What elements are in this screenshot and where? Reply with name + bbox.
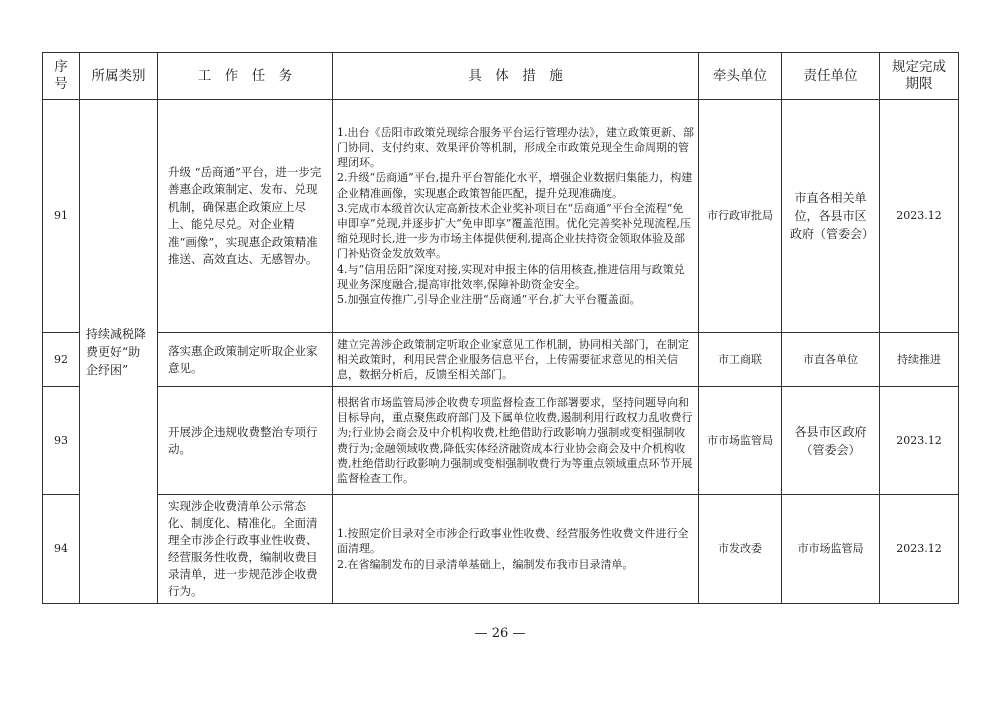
row-task: 升级 “岳商通”平台，进一步完善惠企政策制定、发布、兑现机制，确保惠企政策应上尽上、能兑尽兑。对企业精准“画像”，实现惠企政策精准推送、高效直达、无感智办。	[158, 100, 333, 333]
row-measures	[333, 387, 699, 495]
measure-item: 1.按照定价目录对全市涉企行政事业性收费、经营服务性收费文件进行全面清理。	[337, 527, 689, 556]
row-responsible-unit: 市市场监管局	[782, 495, 880, 604]
measure-item: 5.加强宣传推广,引导企业注册“岳商通”平台,扩大平台覆盖面。	[337, 293, 641, 307]
row-seq: 93	[43, 387, 80, 495]
row-responsible-unit: 各县市区政府（管委会）	[782, 387, 880, 495]
header-category: 所属类别	[80, 53, 158, 100]
header-measures: 具 体 措 施	[333, 53, 699, 100]
row-measures	[333, 333, 699, 387]
header-seq: 序号	[43, 53, 80, 100]
measure-item: 3.完成市本级首次认定高新技术企业奖补项目在“岳商通”平台全流程“免申即享”兑现,并逐步扩大“免申即享”覆盖范围。优化完善奖补兑现流程,压缩兑现时长,进一步为市场主体提供便利,提高企业扶持资金领取体验及部门补贴资金发放效率。	[337, 201, 691, 261]
measure-item: 建立完善涉企政策制定听取企业家意见工作机制，协同相关部门，在制定相关政策时，利用民营企业服务信息平台，上传需要征求意见的相关信息，数据分析后，反馈至相关部门。	[337, 337, 689, 382]
page-number: — 26 —	[474, 626, 526, 641]
row-deadline: 持续推进	[880, 333, 959, 387]
category-label: 持续减税降费更好“助企纾困”	[86, 326, 147, 377]
row-seq: 94	[43, 495, 80, 604]
table-row	[43, 333, 959, 387]
row-seq: 91	[43, 100, 80, 333]
row-measures	[333, 100, 699, 333]
table-row	[43, 495, 959, 604]
category-cell	[80, 100, 158, 604]
measure-item: 2.升级“岳商通”平台,提升平台智能化水平，增强企业数据归集能力，构建企业精准画像，实现惠企政策智能匹配，提升兑现准确度。	[337, 171, 693, 200]
row-deadline: 2023.12	[880, 387, 959, 495]
row-lead-unit: 市市场监管局	[699, 387, 782, 495]
row-task: 实现涉企收费清单公示常态化、制度化、精准化。全面清理全市涉企行政事业性收费、经营服务性收费，编制收费目录清单，进一步规范涉企收费行为。	[158, 495, 333, 604]
table-row	[43, 387, 959, 495]
row-responsible-unit: 市直各相关单位，各县市区政府（管委会）	[782, 100, 880, 333]
row-deadline: 2023.12	[880, 100, 959, 333]
header-task: 工 作 任 务	[158, 53, 333, 100]
header-row	[43, 53, 959, 100]
table-row	[43, 100, 959, 333]
row-seq: 92	[43, 333, 80, 387]
task-table	[42, 52, 959, 604]
header-deadline: 规定完成期限	[880, 53, 959, 100]
row-lead-unit: 市工商联	[699, 333, 782, 387]
row-lead-unit: 市发改委	[699, 495, 782, 604]
measure-item: 4.与“信用岳阳”深度对接,实现对申报主体的信用核查,推进信用与政策兑现业务深度融合,提高审批效率,保障补助资金安全。	[337, 262, 685, 291]
row-task: 落实惠企政策制定听取企业家意见。	[158, 333, 333, 387]
row-lead-unit: 市行政审批局	[699, 100, 782, 333]
header-responsible-unit: 责任单位	[782, 53, 880, 100]
measure-item: 根据省市场监管局涉企收费专项监督检查工作部署要求，坚持问题导向和目标导向，重点聚焦政府部门及下属单位收费,遏制利用行政权力乱收费行为;行业协会商会及中介机构收费,杜绝借助行政影响力强制或变相强制收费行为;金融领域收费,降低实体经济融资成本行业协会商会及中介机构收费,杜绝借助行政影响力强制或变相强制收费行为等重点领域重点环节开展监督检查工作。	[337, 395, 693, 485]
measure-item: 1.出台《岳阳市政策兑现综合服务平台运行管理办法》，建立政策更新、部门协同、支付约束、效果评价等机制，形成全市政策兑现全生命周期的管理闭环。	[337, 125, 694, 170]
measure-item: 2.在省编制发布的目录清单基础上，编制发布我市目录清单。	[337, 557, 634, 571]
header-lead-unit: 牵头单位	[699, 53, 782, 100]
row-task: 开展涉企违规收费整治专项行动。	[158, 387, 333, 495]
row-measures	[333, 495, 699, 604]
row-deadline: 2023.12	[880, 495, 959, 604]
row-responsible-unit: 市直各单位	[782, 333, 880, 387]
